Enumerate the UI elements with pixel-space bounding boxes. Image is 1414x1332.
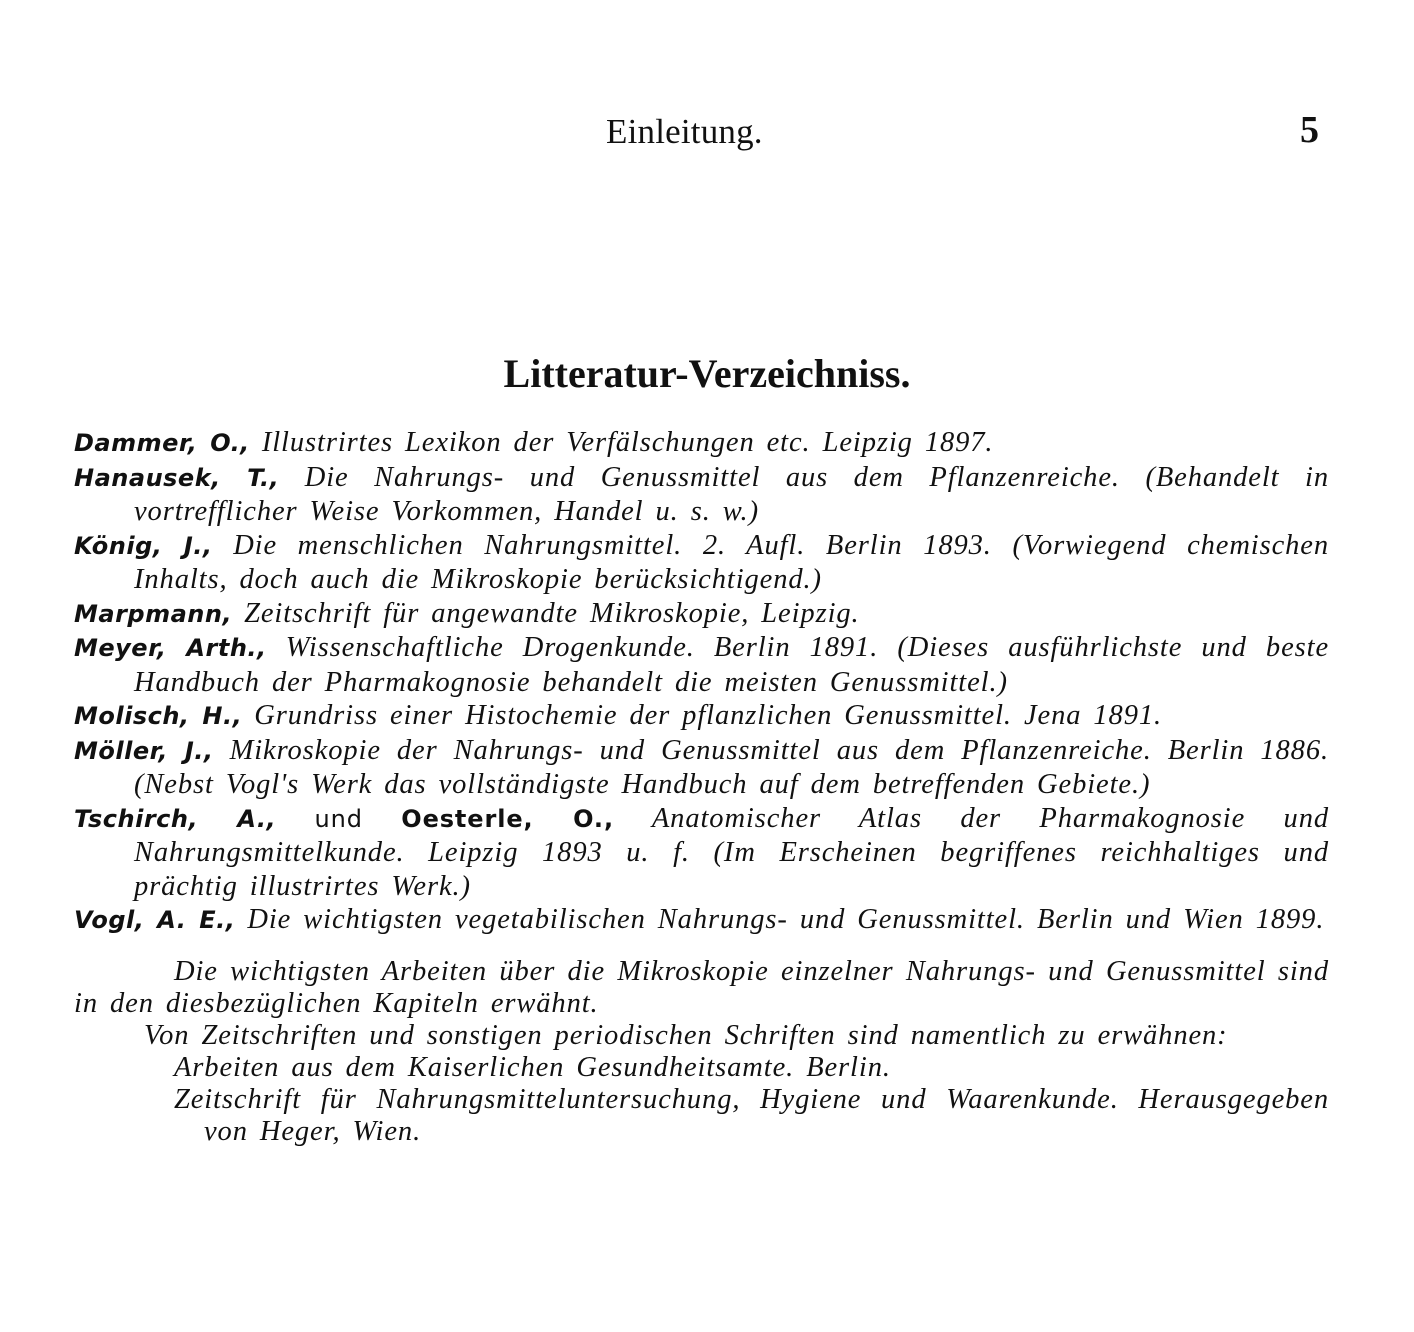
entry-author: Hanausek, T., [74,463,280,492]
bibliography-entry [74,597,1329,632]
notes-block [74,956,1329,1148]
bibliography-entry [74,734,1329,802]
entry-author: Molisch, H., [74,702,243,730]
entry-author: König, J., [74,531,213,560]
entry-author: Möller, J., [74,736,214,765]
bibliography-entry [74,529,1329,597]
page-number: 5 [1300,109,1319,151]
running-head-title: Einleitung. [606,112,763,151]
periodical-item: Zeitschrift für Nahrungsmitteluntersuchung, Hygiene und Waarenkunde. Herausgegeben von Heger, Wien. [174,1084,1329,1147]
entry-text: Illustrirtes Lexikon der Verfälschungen etc. Leipzig 1897. [261,427,994,458]
entry-author: Marpmann, [74,599,233,628]
bibliography-entry [74,802,1329,904]
entry-text: Zeitschrift für angewandte Mikroskopie, Leipzig. [244,597,860,629]
section-title: Litteratur-Verzeichniss. [503,351,911,396]
entry-joiner: und [314,804,363,833]
entry-text: Mikroskopie der Nahrungs- und Genussmittel aus dem Pflanzenreiche. Berlin 1886. (Nebst Vogl's Werk das vollständigste Handbuch auf dem betreffenden Gebiete.) [134,734,1330,800]
bibliography-entry [74,631,1329,699]
entry-author: Meyer, Arth., [74,634,267,662]
note-paragraph: Die wichtigsten Arbeiten über die Mikroskopie einzelner Nahrungs- und Genussmittel sind in den diesbezüglichen Kapiteln erwähnt. [74,956,1329,1019]
entry-text: Die Nahrungs- und Genussmittel aus dem Pflanzenreiche. (Behandelt in vortrefflicher Weise Vorkommen, Handel u. s. w.) [134,461,1329,527]
bibliography-entry [74,699,1329,734]
entry-text: Anatomischer Atlas der Pharmakognosie und Nahrungsmittelkunde. Leipzig 1893 u. f. (Im Erscheinen begriffenes reichhaltiges und prächtig illustrirtes Werk.) [134,802,1330,902]
entry-coauthor: Oesterle, O., [401,804,614,833]
bibliography-list [74,426,1329,938]
entry-author: Dammer, O., [74,429,250,457]
entry-author: Vogl, A. E., [74,906,236,934]
note-paragraph: Von Zeitschriften und sonstigen periodischen Schriften sind namentlich zu erwähnen: [144,1020,1228,1051]
entry-author: Tschirch, A., [74,804,277,833]
entry-text: Die wichtigsten vegetabilischen Nahrungs- und Genussmittel. Berlin und Wien 1899. [247,904,1325,935]
periodical-item: Arbeiten aus dem Kaiserlichen Gesundheitsamte. Berlin. [174,1052,891,1083]
bibliography-entry [74,426,1329,461]
entry-text: Grundriss einer Histochemie der pflanzlichen Genussmittel. Jena 1891. [254,700,1163,731]
bibliography-entry [74,461,1329,529]
entry-text: Die menschlichen Nahrungsmittel. 2. Aufl. Berlin 1893. (Vorwiegend chemischen Inhalts, doch auch die Mikroskopie berücksichtigend.) [134,529,1330,595]
bibliography-entry [74,903,1329,938]
entry-text: Wissenschaftliche Drogenkunde. Berlin 1891. (Dieses ausführlichste und beste Handbuch der Pharmakognosie behandelt die meisten Genussmittel.) [134,632,1329,698]
